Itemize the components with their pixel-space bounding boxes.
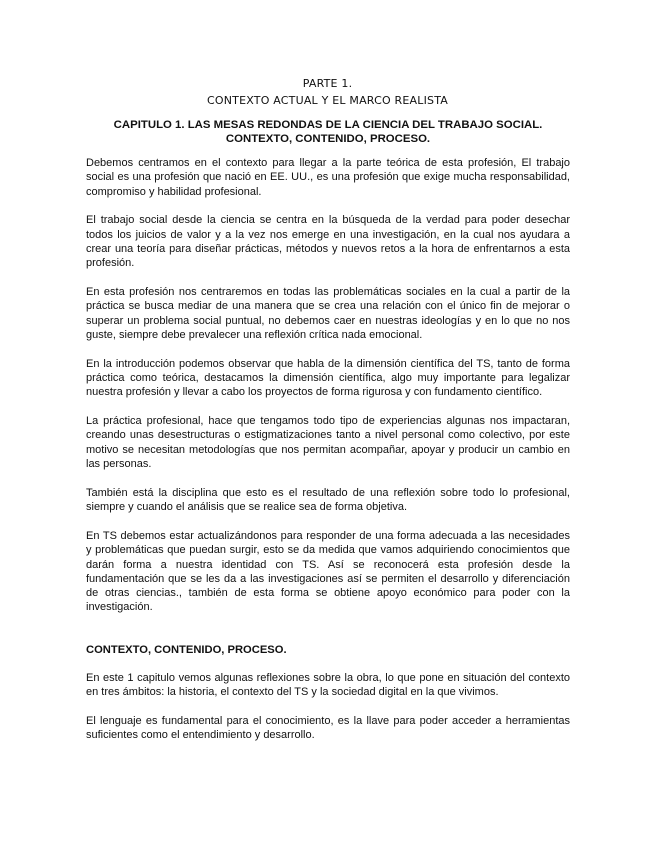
section-title: CONTEXTO, CONTENIDO, PROCESO. bbox=[86, 643, 287, 656]
chapter-title-line-2: CONTEXTO, CONTENIDO, PROCESO. bbox=[225, 133, 431, 145]
paragraph-2: El trabajo social desde la ciencia se centra en la búsqueda de la verdad para poder desechar todos los juicios de valor y a la vez nos emerge en una investigación, en la cual nos ayudara a crear una teoría para diseñar prácticas, métodos y nuevos retos a la hora de enfrentarnos a esta profesión. bbox=[86, 214, 570, 270]
paragraph-6: También está la disciplina que esto es el resultado de una reflexión sobre todo lo profesional, siempre y cuando el análisis que se realice sea de forma objetiva. bbox=[86, 486, 570, 514]
chapter-title-line-1: CAPITULO 1. LAS MESAS REDONDAS DE LA CIENCIA DEL TRABAJO SOCIAL. bbox=[113, 119, 543, 131]
document-body bbox=[86, 156, 570, 757]
section-paragraph-1: En este 1 capitulo vemos algunas reflexiones sobre la obra, lo que pone en situación del contexto en tres ámbitos: la historia, el contexto del TS y la sociedad digital en la que vivimos. bbox=[86, 671, 570, 699]
paragraph-5: La práctica profesional, hace que tengamos todo tipo de experiencias algunas nos impactaran, creando unas desestructuras o estigmatizaciones tanto a nivel personal como colectivo, por este motivo se necesitan metodologías que nos permitan acompañar, apoyar y producir un cambio en las personas. bbox=[86, 415, 570, 471]
paragraph-1: Debemos centramos en el contexto para llegar a la parte teórica de esta profesión, El trabajo social es una profesión que nació en EE. UU., es una profesión que exige mucha responsabilidad, compromiso y habilidad profesional. bbox=[86, 157, 570, 198]
paragraph-3: En esta profesión nos centraremos en todas las problemáticas sociales en la cual a partir de la práctica se busca mediar de una manera que se crea una relación con el único fin de mejorar o superar un problema social puntual, no debemos caer en nuestras ideologías y en lo que no nos guste, siempre debe prevalecer una reflexión crítica nada emocional. bbox=[86, 286, 570, 341]
paragraph-4: En la introducción podemos observar que habla de la dimensión científica del TS, tanto de forma práctica como teórica, destacamos la dimensión científica, algo muy importante para legalizar nuestra profesión y llevar a cabo los proyectos de forma rigurosa y con fundamento científico. bbox=[86, 357, 570, 399]
section-paragraph-2: El lenguaje es fundamental para el conocimiento, es la llave para poder acceder a herramientas suficientes como el entendimiento y desarrollo. bbox=[86, 714, 570, 742]
part-title: PARTE 1. bbox=[302, 77, 353, 90]
chapter-title bbox=[86, 118, 570, 146]
paragraph-7: En TS debemos estar actualizándonos para responder de una forma adecuada a las necesidades y problemáticas que puedan surgir, esto se da medida que vamos adquiriendo conocimientos que darán forma a nuestra identidad con TS. Así se reconocerá esta profesión desde la fundamentación que se les da a las investigaciones así se permiten el desarrollo y diferenciación de otras ciencias., también de esta forma se obtiene apoyo económico para poder con la investigación. bbox=[86, 529, 570, 614]
part-subtitle: CONTEXTO ACTUAL Y EL MARCO REALISTA bbox=[207, 94, 448, 107]
